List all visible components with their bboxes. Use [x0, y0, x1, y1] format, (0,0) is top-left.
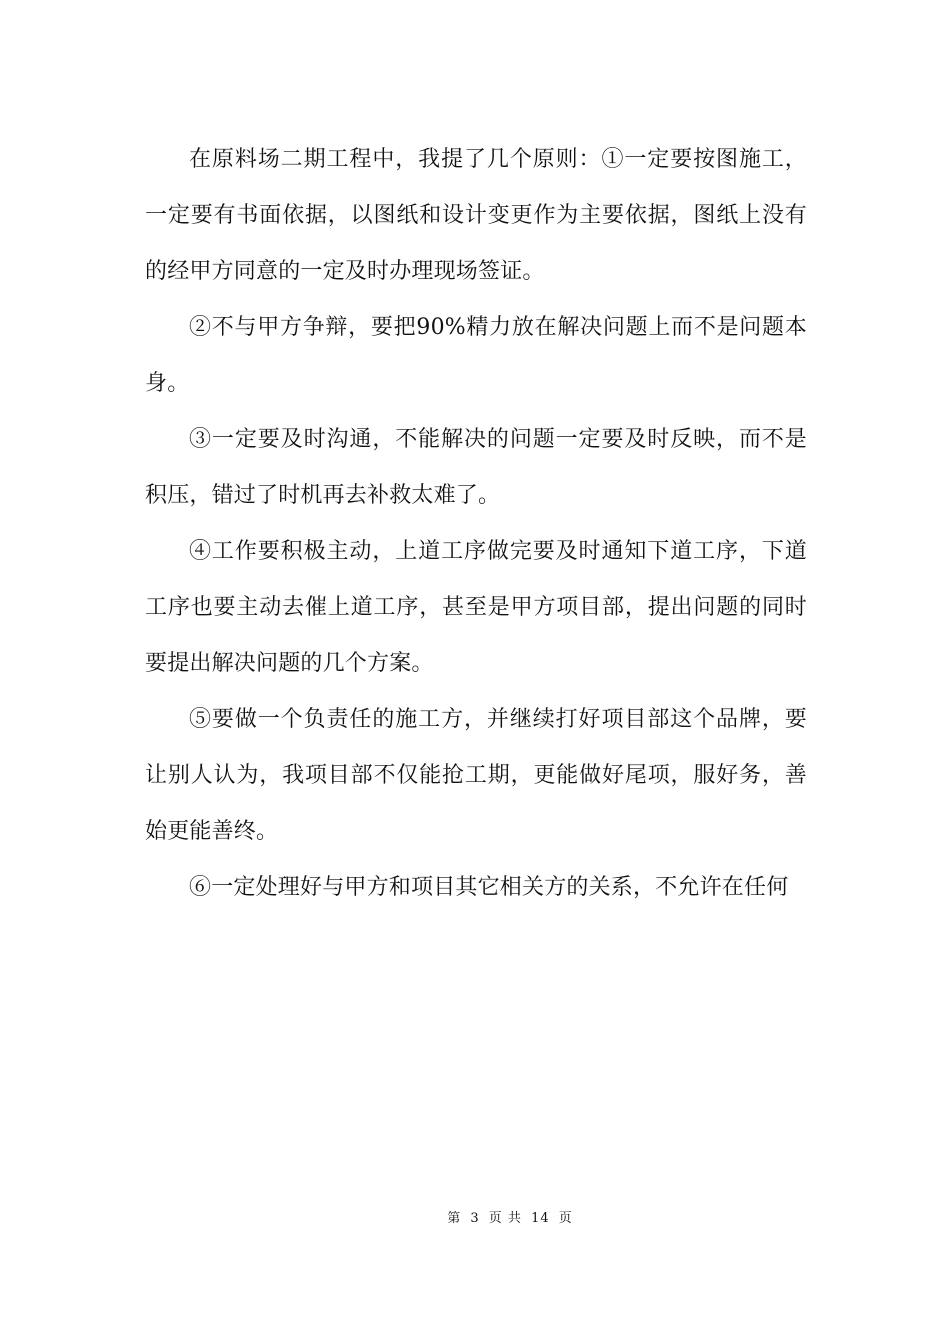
paragraph-6: ⑥一定处理好与甲方和项目其它相关方的关系，不允许在任何 [189, 875, 789, 900]
document-body [145, 132, 807, 916]
page-footer [0, 1207, 950, 1226]
footer-total-pages: 14 [531, 1211, 550, 1226]
footer-current-page: 3 [470, 1211, 480, 1226]
paragraph-1: 在原料场二期工程中，我提了几个原则：①一定要按图施工，一定要有书面依据，以图纸和设计变更作为主要依据，图纸上没有的经甲方同意的一定及时办理现场签证。 [145, 147, 807, 284]
footer-middle: 页 共 [488, 1211, 522, 1226]
paragraph-4: ④工作要积极主动，上道工序做完要及时通知下道工序，下道工序也要主动去催上道工序，甚至是甲方项目部，提出问题的同时要提出解决问题的几个方案。 [145, 539, 807, 676]
paragraph-2: ②不与甲方争辩，要把90%精力放在解决问题上而不是问题本身。 [145, 315, 807, 396]
paragraph-3: ③一定要及时沟通，不能解决的问题一定要及时反映，而不是积压，错过了时机再去补救太难了。 [145, 427, 807, 508]
paragraph-5: ⑤要做一个负责任的施工方，并继续打好项目部这个品牌，要让别人认为，我项目部不仅能抢工期，更能做好尾项，服好务，善始更能善终。 [145, 707, 807, 844]
footer-prefix: 第 [447, 1211, 462, 1226]
footer-suffix: 页 [558, 1211, 573, 1226]
